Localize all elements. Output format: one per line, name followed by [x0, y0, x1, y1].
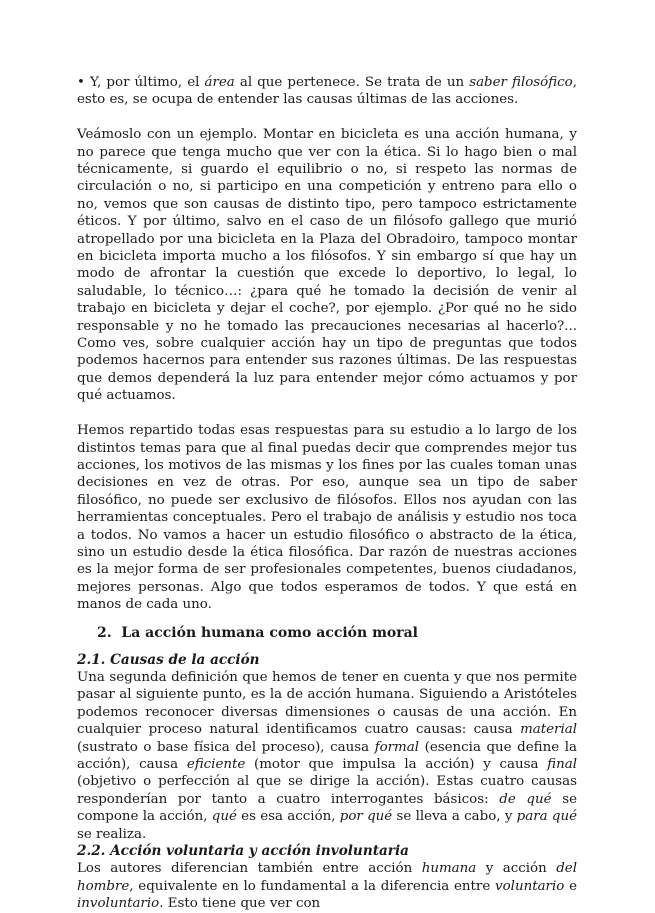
answers-paragraph: Hemos repartido todas esas respuestas para su estudio a lo largo de los distintos temas para que al final puedas decir que comprendes mejor tus acciones, los motivos de las mismas y los fines por las cuales toman unas decisiones en vez de otras. Por eso, aunque sea un tipo de saber filosófico, no puede ser exclusivo de filósofos. Ellos nos ayudan con las herramientas conceptuales. Pero el trabajo de análisis y estudio nos toca a todos. No vamos a hacer un estudio filosófico o abstracto de la ética, sino un estudio desde la ética filosófica. Dar razón de nuestras acciones es la mejor forma de ser profesionales competentes, buenos ciudadanos, mejores personas. Algo que todos esperamos de todos. Y que está en manos de cada uno.: [77, 423, 577, 613]
voluntaria-paragraph: Los autores diferencian también entre acción humana y acción del hombre, equivalente en lo fundamental a la diferencia entre voluntario e involuntario. Esto tiene que ver con: [77, 861, 578, 912]
subsection-heading-causas: 2.1. Causas de la acción: [77, 651, 260, 668]
bullet-mark: •: [77, 75, 85, 90]
bicycle-example-paragraph: Veámoslo con un ejemplo. Montar en bicicleta es una acción humana, y no parece que tenga mucho que ver con la ética. Si lo hago bien o mal técnicamente, si guardo el equilibrio o no, si respeto las normas de circulación o no, si participo en una competición y entreno para ello o no, vemos que son causas de distinto tipo, pero tampoco estrictamente éticos. Y por último, salvo en el caso de un filósofo gallego que murió atropellado por una bicicleta en la Plaza del Obradoiro, tampoco montar en bicicleta importa mucho a los filósofos. Y sin embargo sí que hay un modo de afrontar la cuestión que excede lo deportivo, lo legal, lo saludable, lo técnico…: ¿para qué he tomado la decisión de venir al trabajo en bicicleta y dejar el coche?, por ejemplo. ¿Por qué no he sido responsable y no he tomado las precauciones necesarias al hacerlo?... Como ves, sobre cualquier acción hay un tipo de preguntas que todos podemos hacernos para entender sus razones últimas. De las respuestas que demos dependerá la luz para entender mejor cómo actuamos y por qué actuamos.: [77, 127, 577, 404]
document-page: [77, 74, 577, 913]
section-heading: 2. La acción humana como acción moral: [97, 624, 418, 641]
subsection-heading-voluntaria: 2.2. Acción voluntaria y acción involuntaria: [77, 843, 409, 860]
causas-paragraph: Una segunda definición que hemos de tener en cuenta y que nos permite pasar al siguiente punto, es la de acción humana. Siguiendo a Aristóteles podemos reconocer diversas dimensiones o causas de una acción. En cualquier proceso natural identificamos cuatro causas: causa material (sustrato o base física del proceso), causa formal (esencia que define la acción), causa eficiente (motor que impulsa la acción) y causa final (objetivo o perfección al que se dirige la acción). Estas cuatro causas responderían por tanto a cuatro interrogantes básicos: de qué se compone la acción, qué es esa acción, por qué se lleva a cabo, y para qué se realiza.: [77, 669, 578, 842]
intro-bullet-paragraph: • Y, por último, el área al que pertenece. Se trata de un saber filosófico, esto es, se ocupa de entender las causas últimas de las acciones.: [77, 75, 577, 108]
